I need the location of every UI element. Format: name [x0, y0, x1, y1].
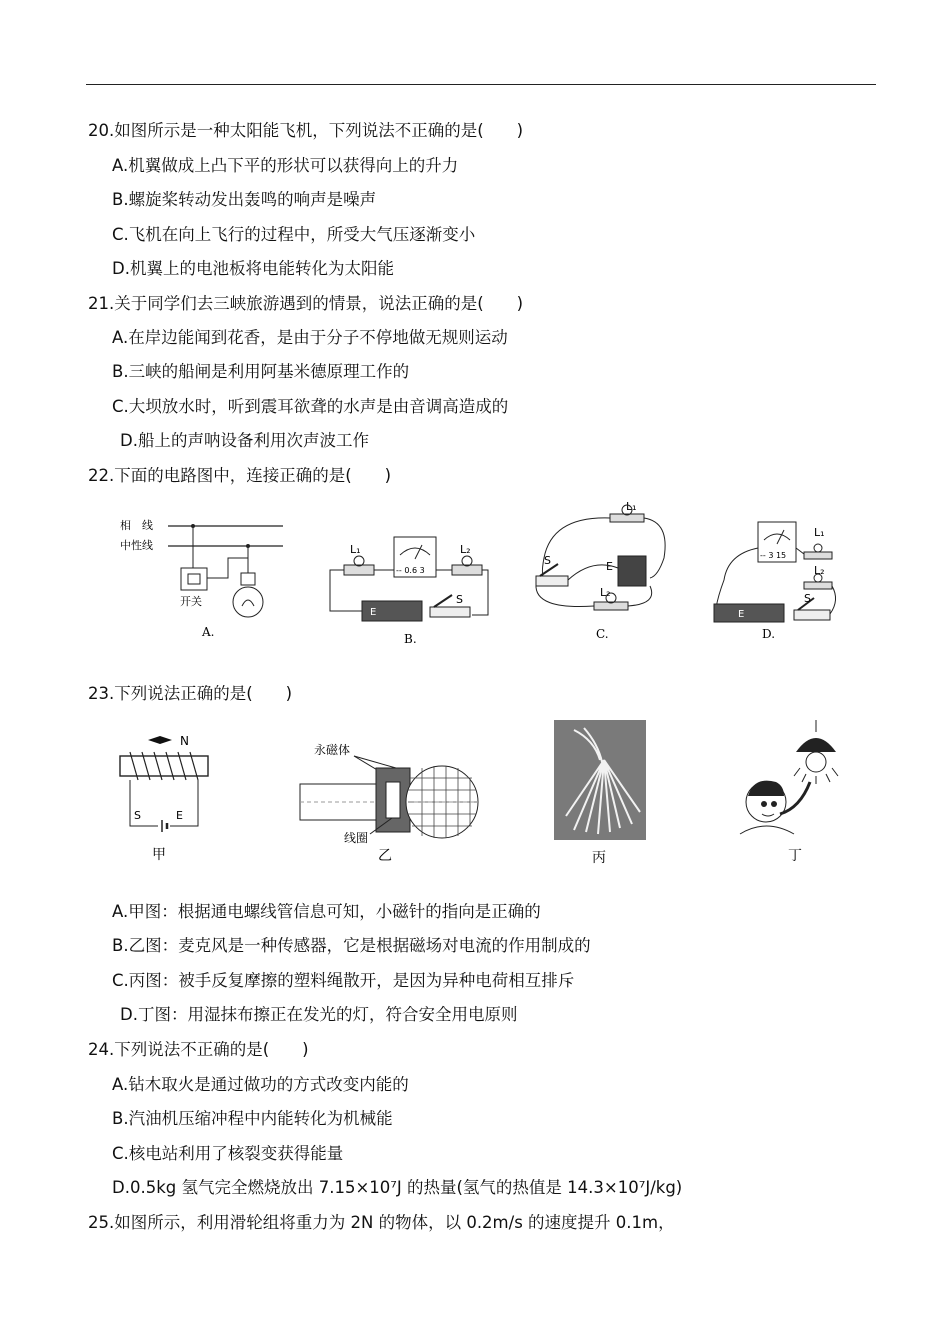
- bulb-icon: [233, 587, 263, 617]
- coil-label: 线圈: [344, 831, 369, 845]
- q23-caption-jia: 甲: [152, 847, 166, 863]
- lamp-bulb-icon: [806, 752, 826, 772]
- battery-c-icon: [618, 556, 646, 586]
- q22-stem: 22.下面的电路图中，连接正确的是( ): [88, 466, 392, 485]
- q21-option-a: A.在岸边能闻到花香，是由于分子不停地做无规则运动: [112, 328, 508, 347]
- q20-option-d: D.机翼上的电池板将电能转化为太阳能: [112, 259, 394, 278]
- l2-label-c: L₂: [600, 586, 611, 599]
- magnet-label: 永磁体: [314, 743, 351, 757]
- bulb-l1-d-icon: [814, 544, 822, 552]
- q22-caption-d: D.: [762, 627, 776, 641]
- l2-label-d: L₂: [814, 564, 825, 577]
- battery-c-label: E: [606, 560, 613, 573]
- meter-scale-d-label: -- 3 15: [760, 551, 787, 560]
- cell-e-label: E: [176, 809, 183, 822]
- switch-s-icon: [430, 607, 470, 617]
- q22-caption-a: A.: [202, 625, 215, 639]
- q21-option-b: B.三峡的船闸是利用阿基米德原理工作的: [112, 362, 410, 381]
- q23-option-b: B.乙图：麦克风是一种传感器，它是根据磁场对电流的作用制成的: [112, 936, 591, 955]
- battery-d-icon: [714, 604, 784, 622]
- q23-option-d: D.丁图：用湿抹布擦正在发光的灯，符合安全用电原则: [120, 1005, 518, 1024]
- lampshade-icon: [796, 738, 836, 752]
- q24-option-c: C.核电站利用了核裂变获得能量: [112, 1144, 344, 1163]
- q23-figure-ding: [730, 718, 860, 868]
- q20-option-b: B.螺旋桨转动发出轰鸣的响声是噪声: [112, 190, 377, 209]
- switch-label: 开关: [180, 595, 202, 608]
- switch-d-label: S: [804, 592, 811, 605]
- q23-caption-ding: 丁: [788, 848, 802, 864]
- battery-d-label: E: [738, 609, 745, 620]
- l1-label: L₁: [350, 543, 361, 556]
- q22-figure-d: [708, 518, 844, 646]
- compass-needle-icon: [148, 736, 172, 744]
- q25-stem: 25.如图所示，利用滑轮组将重力为 2N 的物体，以 0.2m/s 的速度提升 0.1m，: [88, 1213, 675, 1232]
- neutral-wire-label: 中性线: [120, 539, 153, 552]
- l2-label: L₂: [460, 543, 471, 556]
- live-wire-label: 相 线: [120, 519, 153, 532]
- q23-stem: 23.下列说法正确的是( ): [88, 684, 293, 703]
- l1-label-c: L₁: [626, 500, 637, 513]
- q23-option-a: A.甲图：根据通电螺线管信息可知，小磁针的指向是正确的: [112, 902, 541, 921]
- q22-caption-b: B.: [404, 632, 417, 646]
- q23-figure-bing: [554, 720, 648, 868]
- q21-stem: 21.关于同学们去三峡旅游遇到的情景，说法正确的是( ): [88, 294, 524, 313]
- q22-caption-c: C.: [596, 627, 609, 641]
- switch-s-label: S: [456, 593, 463, 606]
- north-label: N: [180, 734, 189, 748]
- switch-c-label: S: [544, 554, 551, 567]
- q22-figure-a: [118, 518, 288, 648]
- q22-figure-c: [532, 498, 677, 644]
- q21-option-d: D.船上的声呐设备利用次声波工作: [120, 431, 369, 450]
- q23-figure-jia: [112, 732, 222, 867]
- q21-option-c: C.大坝放水时，听到震耳欲聋的水声是由音调高造成的: [112, 397, 509, 416]
- l1-label-d: L₁: [814, 526, 825, 539]
- q20-option-c: C.飞机在向上飞行的过程中，所受大气压逐渐变小: [112, 225, 476, 244]
- switch-c-icon: [536, 576, 568, 586]
- q23-option-c: C.丙图：被手反复摩擦的塑料绳散开，是因为异种电荷相互排斥: [112, 971, 575, 990]
- q24-option-d: D.0.5kg 氢气完全燃烧放出 7.15×10⁷J 的热量(氢气的热值是 14.3×10⁷J/kg): [112, 1178, 683, 1197]
- q20-option-a: A.机翼做成上凸下平的形状可以获得向上的升力: [112, 156, 459, 175]
- q24-stem: 24.下列说法不正确的是( ): [88, 1040, 309, 1059]
- q23-caption-bing: 丙: [592, 850, 606, 866]
- q24-option-a: A.钻木取火是通过做功的方式改变内能的: [112, 1075, 409, 1094]
- switch-d-icon: [794, 610, 830, 620]
- battery-label: E: [370, 607, 377, 618]
- solenoid-icon: [120, 756, 208, 776]
- q20-stem: 20.如图所示是一种太阳能飞机，下列说法不正确的是( ): [88, 121, 524, 140]
- switch-s-label-jia: S: [134, 809, 141, 822]
- switch-icon: [181, 568, 207, 590]
- meter-scale-label: -- 0.6 3: [396, 566, 425, 575]
- header-rule: [86, 84, 876, 85]
- q23-figure-yi: [296, 738, 486, 868]
- q24-option-b: B.汽油机压缩冲程中内能转化为机械能: [112, 1109, 393, 1128]
- q23-caption-yi: 乙: [378, 848, 392, 864]
- q22-figure-b: [322, 515, 492, 650]
